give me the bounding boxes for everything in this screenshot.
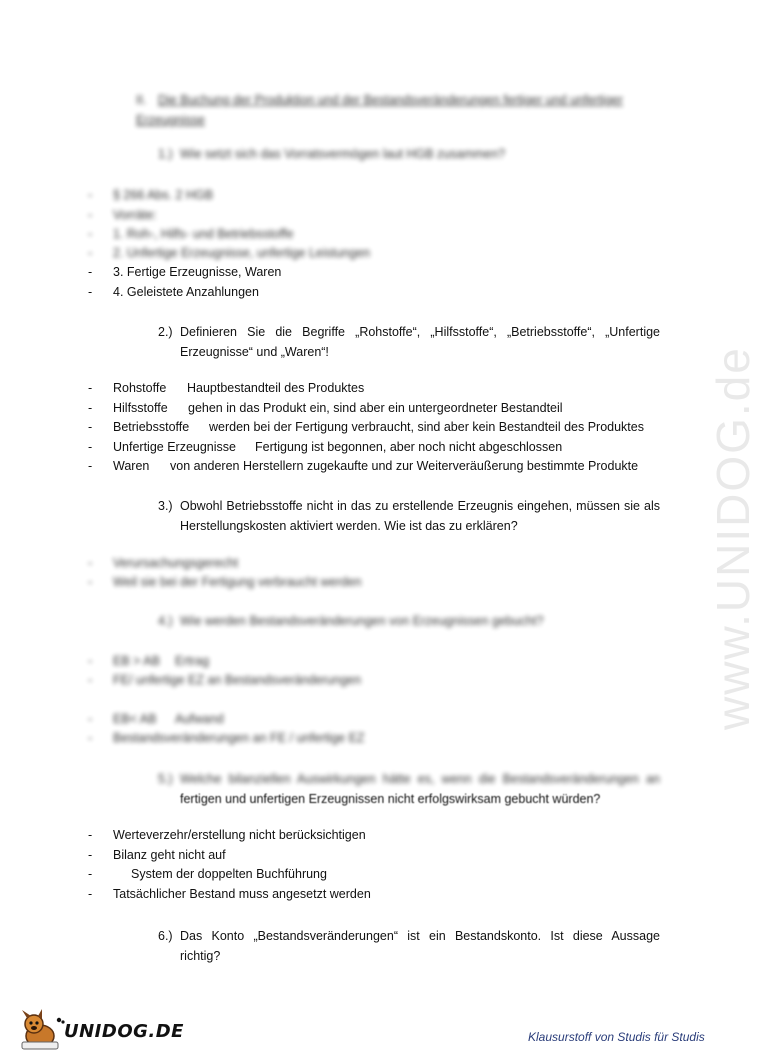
dash: - <box>88 381 93 395</box>
q2-line1: Definieren Sie die Begriffe „Rohstoffe“, „Hilfsstoffe“, „Betriebsstoffe“, „Unfertige <box>180 325 660 339</box>
footer-tagline: Klausurstoff von Studis für Studis <box>528 1030 705 1044</box>
unidog-logo <box>18 1008 184 1052</box>
q2-item: - Hilfsstoffe gehen in das Produkt ein, sind aber ein untergeordneter Bestandteil <box>88 401 563 415</box>
q5-line1: Welche bilanziellen Auswirkungen hätte es, wenn die Bestandsveränderungen an <box>180 772 660 786</box>
dash: - <box>88 265 93 279</box>
q5-item: - System der doppelten Buchführung <box>88 867 327 881</box>
q4-item: - EB > AB Ertrag <box>88 654 210 668</box>
dash: - <box>88 712 93 726</box>
question-4 <box>158 614 543 628</box>
dash: - <box>88 459 93 473</box>
dash: - <box>88 867 93 881</box>
dash: - <box>88 246 93 260</box>
q4-item: - Bestandsveränderungen an FE / unfertige EZ <box>88 731 365 745</box>
q1-text: Wie setzt sich das Vorratsvermögen laut HGB zusammen? <box>180 147 506 161</box>
q5-item: - Tatsächlicher Bestand muss angesetzt werden <box>88 887 371 901</box>
q1-item: - Vorräte: <box>88 208 157 222</box>
heading-text: Die Buchung der Produktion und der Bestandsveränderungen fertiger und unfertiger Erzeugnisse <box>136 93 623 127</box>
dash: - <box>88 848 93 862</box>
dash: - <box>88 208 93 222</box>
q1-item: - 3. Fertige Erzeugnisse, Waren <box>88 265 282 279</box>
q2-number: 2.) <box>158 325 173 339</box>
q5-item: - Werteverzehr/erstellung nicht berücksichtigen <box>88 828 366 842</box>
q2-item: - Betriebsstoffe werden bei der Fertigung verbraucht, sind aber kein Bestandteil des Produktes <box>88 420 644 434</box>
q1-item: - 2. Unfertige Erzeugnisse, unfertige Leistungen <box>88 246 371 260</box>
q4-text: Wie werden Bestandsveränderungen von Erzeugnissen gebucht? <box>180 614 544 628</box>
dash: - <box>88 401 93 415</box>
dash: - <box>88 556 93 570</box>
question-3 <box>158 496 660 536</box>
dash: - <box>88 575 93 589</box>
q3-item: - Weil sie bei der Fertigung verbraucht werden <box>88 575 362 589</box>
dash: - <box>88 828 93 842</box>
q5-number: 5.) <box>158 772 173 786</box>
question-6 <box>158 926 660 966</box>
question-1 <box>158 147 505 161</box>
q3-line2: Herstellungskosten aktiviert werden. Wie ist das zu erklären? <box>180 519 518 533</box>
dash: - <box>88 440 93 454</box>
q6-line2: richtig? <box>180 949 221 963</box>
dash: - <box>88 673 93 687</box>
q1-number: 1.) <box>158 147 173 161</box>
q6-number: 6.) <box>158 929 173 943</box>
q3-line1: Obwohl Betriebsstoffe nicht in das zu erstellende Erzeugnis eingehen, müssen sie als <box>180 499 660 513</box>
q4-number: 4.) <box>158 614 173 628</box>
dash: - <box>88 420 93 434</box>
dash: - <box>88 887 93 901</box>
q1-item: - 4. Geleistete Anzahlungen <box>88 285 259 299</box>
section-heading <box>136 90 662 130</box>
question-5 <box>158 769 660 809</box>
q3-item: - Verursachungsgerecht <box>88 556 239 570</box>
q2-item: - Unfertige Erzeugnisse Fertigung ist begonnen, aber noch nicht abgeschlossen <box>88 440 563 454</box>
q5-line2: fertigen und unfertigen Erzeugnissen nicht erfolgswirksam gebucht würden? <box>180 792 601 806</box>
dash: - <box>88 227 93 241</box>
q2-line2: Erzeugnisse“ und „Waren“! <box>180 345 329 359</box>
dash: - <box>88 654 93 668</box>
q4-item: - FE/ unfertige EZ an Bestandsveränderungen <box>88 673 362 687</box>
dash: - <box>88 188 93 202</box>
dash: - <box>88 731 93 745</box>
q2-item: - Rohstoffe Hauptbestandteil des Produktes <box>88 381 365 395</box>
q1-item: - 1. Roh-, Hilfs- und Betriebsstoffe <box>88 227 294 241</box>
question-2 <box>158 322 660 362</box>
watermark-text: www.UNIDOG.de <box>707 346 759 730</box>
q2-item: - Waren von anderen Herstellern zugekaufte und zur Weiterveräußerung bestimmte Produkte <box>88 459 639 473</box>
heading-number: II. <box>136 93 147 107</box>
q5-item: - Bilanz geht nicht auf <box>88 848 226 862</box>
q4-item: - EB< AB Aufwand <box>88 712 224 726</box>
logo-text: UNIDOG.DE <box>64 1021 184 1042</box>
q3-number: 3.) <box>158 499 173 513</box>
q1-item: - § 266 Abs. 2 HGB <box>88 188 214 202</box>
q6-line1: Das Konto „Bestandsveränderungen“ ist ein Bestandskonto. Ist diese Aussage <box>180 929 660 943</box>
dog-mascot-icon <box>18 1008 68 1052</box>
dash: - <box>88 285 93 299</box>
